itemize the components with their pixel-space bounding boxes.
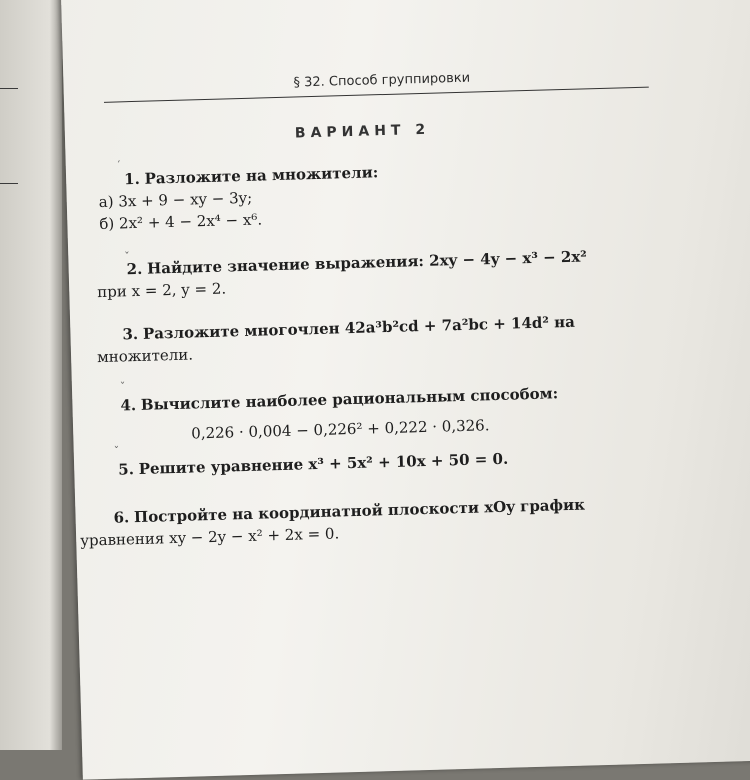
textbook-page <box>60 0 750 780</box>
check-mark: ˇ <box>119 380 126 394</box>
task-number: 3. <box>122 324 139 344</box>
task-2 <box>97 241 747 302</box>
task-5 <box>118 442 718 481</box>
check-mark: ˇ <box>124 250 130 264</box>
task-1 <box>98 153 686 235</box>
task-3 <box>96 306 750 368</box>
check-mark: ˇ <box>113 444 120 458</box>
task-number: 2. <box>126 259 143 279</box>
task-continuation: уравнения xy − 2y − x² + 2x = 0. <box>79 524 340 550</box>
task-6 <box>79 489 750 551</box>
task-number: 4. <box>120 396 137 415</box>
left-page-line <box>0 88 18 89</box>
task-item: б) 2x² + 4 − 2x⁴ − x⁶. <box>99 210 263 233</box>
task-number: 5. <box>117 460 135 479</box>
task-number: 1. <box>123 169 141 189</box>
task-title: Постройте на координатной плоскости xOy график <box>133 495 586 527</box>
task-expression: 0,226 · 0,004 − 0,226² + 0,222 · 0,326. <box>191 416 490 443</box>
task-title: Разложите на множители: <box>144 163 379 188</box>
task-title: Найдите значение выражения: 2xy − 4y − x³ − 2x² <box>146 247 588 278</box>
task-item: а) 3x + 9 − xy − 3y; <box>98 188 253 212</box>
left-page-line <box>0 183 18 184</box>
task-number: 6. <box>113 508 130 527</box>
task-title: Вычислите наиболее рациональным способом: <box>140 384 559 414</box>
header-rule <box>104 87 649 103</box>
variant-title: ВАРИАНТ 2 <box>294 121 431 142</box>
check-mark: ′ <box>117 158 121 172</box>
left-page-edge <box>0 0 62 750</box>
section-header: § 32. Способ группировки <box>293 70 471 91</box>
task-title: Разложите многочлен 42a³b²cd + 7a²bc + 14d² на <box>142 312 576 343</box>
task-4 <box>120 378 721 447</box>
task-continuation: при x = 2, y = 2. <box>97 279 227 302</box>
task-continuation: множители. <box>96 345 194 367</box>
task-title: Решите уравнение x³ + 5x² + 10x + 50 = 0. <box>138 449 509 478</box>
